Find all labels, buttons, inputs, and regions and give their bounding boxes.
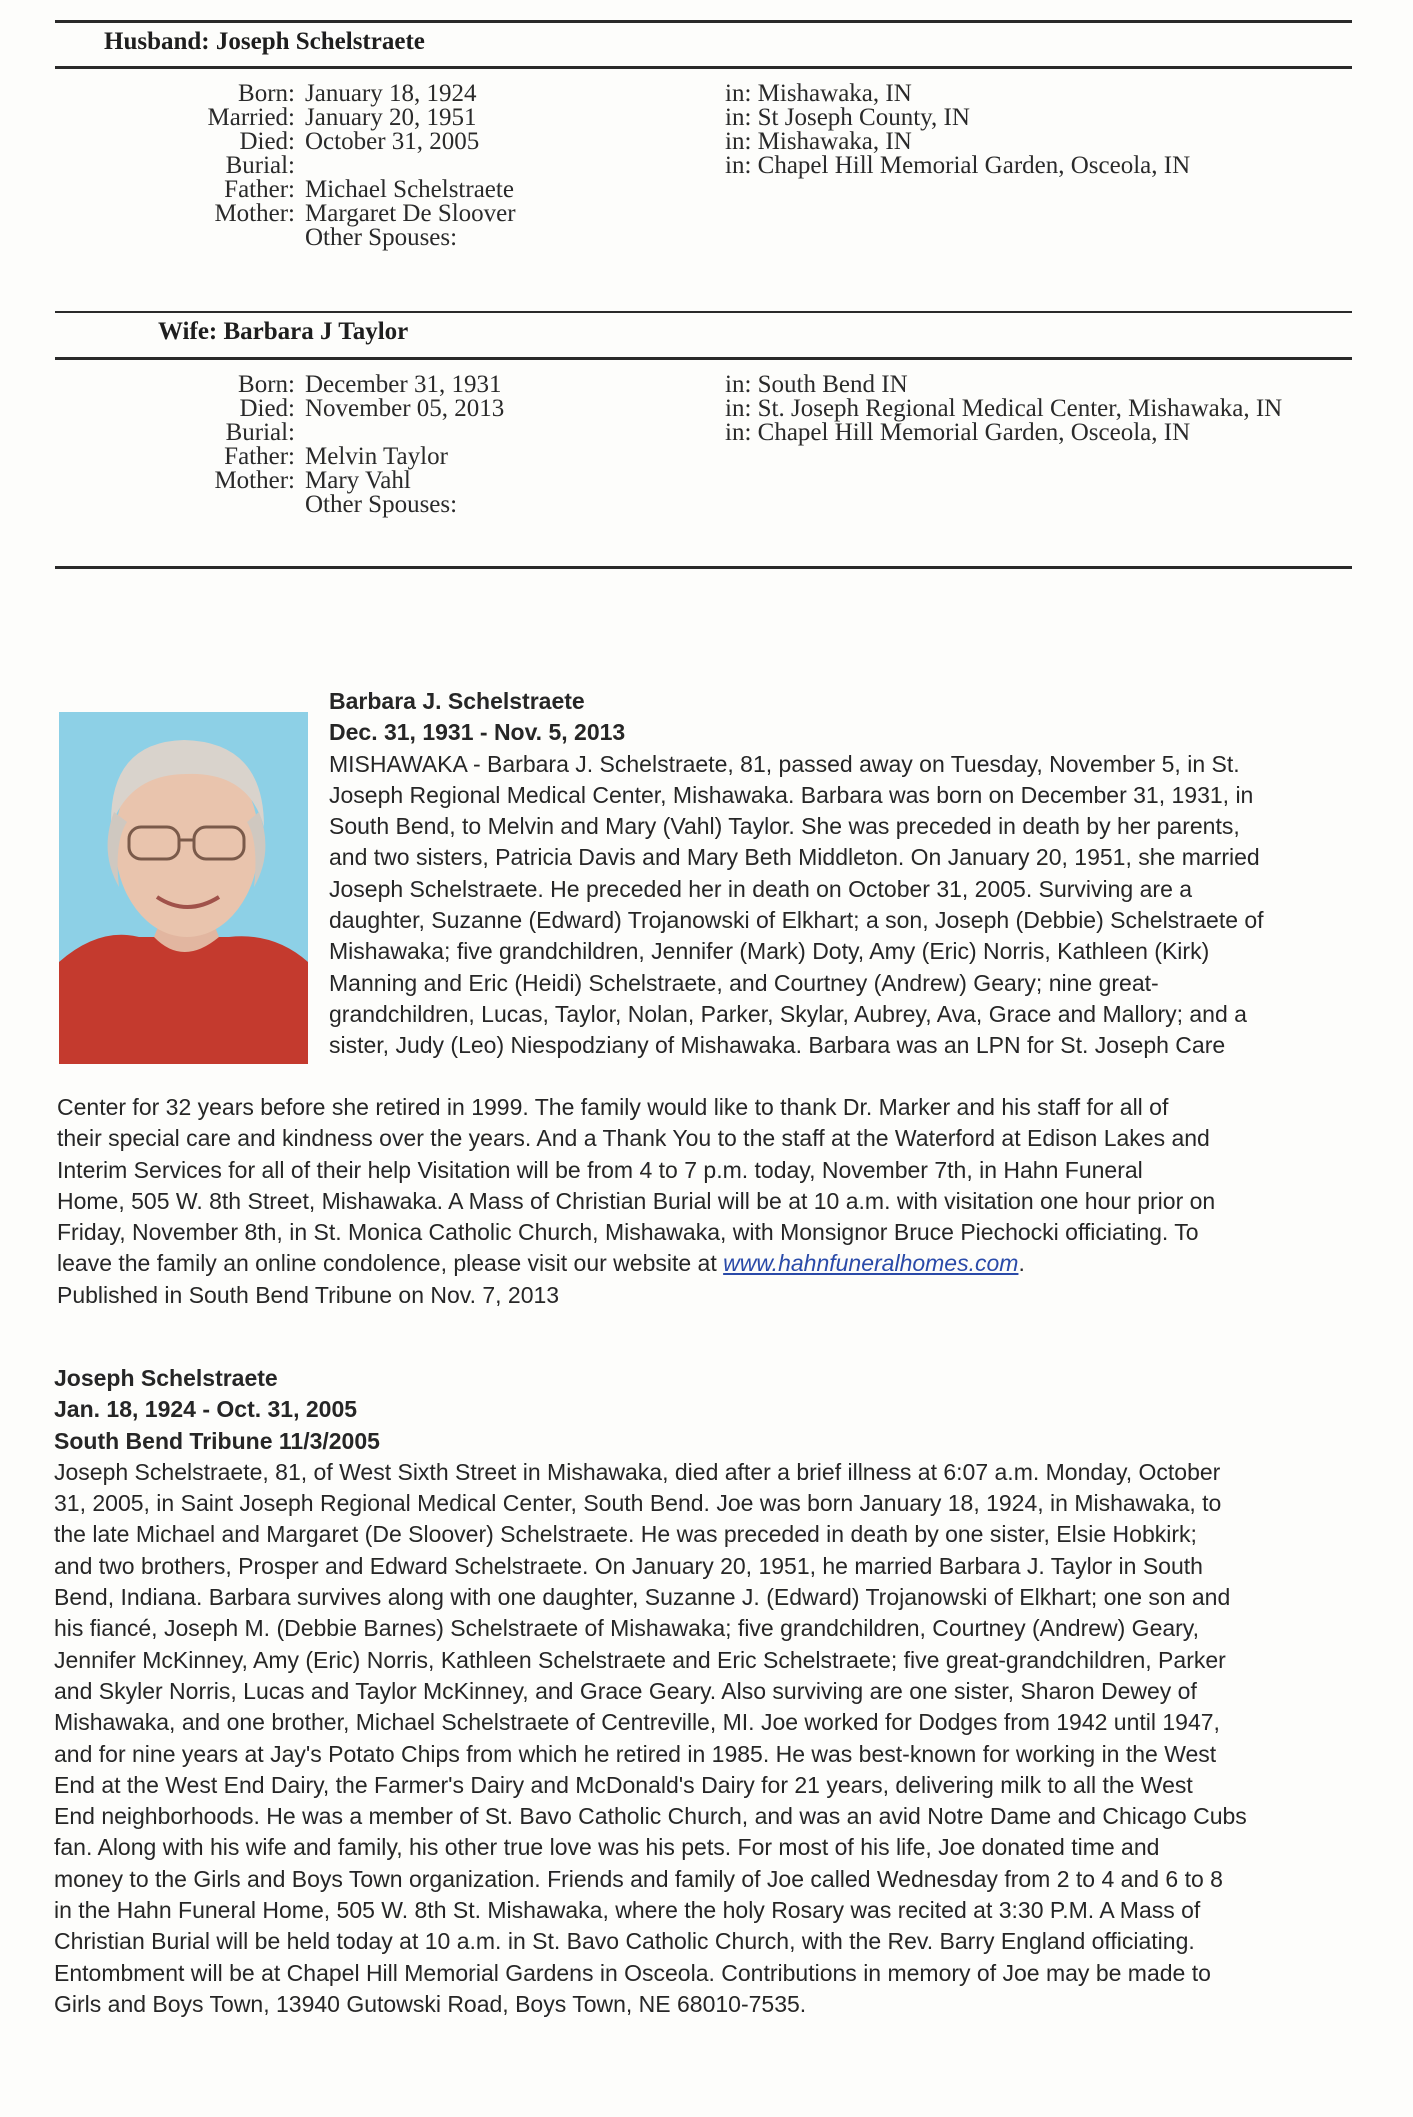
fact-label: Married: <box>207 104 295 131</box>
obit-line: Center for 32 years before she retired in 1999. The family would like to thank Dr. Marker and his staff for all of <box>57 1094 1169 1120</box>
funeral-home-link[interactable]: www.hahnfuneralhomes.com <box>723 1250 1019 1277</box>
obituary-barbara-continued <box>57 1092 1367 1311</box>
fact-label: Died: <box>239 395 295 422</box>
obit-line: Mishawaka, and one brother, Michael Schelstraete of Centreville, MI. Joe worked for Dodges from 1942 until 1947, <box>54 1709 1220 1736</box>
fact-row <box>75 224 1355 254</box>
fact-label: Burial: <box>225 419 295 446</box>
obit-line: Joseph Regional Medical Center, Mishawaka. Barbara was born on December 31, 1931, in <box>329 781 1254 808</box>
link-prefix: leave the family an online condolence, please visit our website at <box>57 1250 724 1277</box>
obit-line: the late Michael and Margaret (De Sloover) Schelstraete. He was preceded in death by one sister, Elsie Hobkirk; <box>54 1521 1197 1548</box>
obit-line: Joseph Schelstraete. He preceded her in death on October 31, 2005. Surviving are a <box>329 875 1193 902</box>
fact-location: in: Chapel Hill Memorial Garden, Osceola, IN <box>725 152 1191 179</box>
obit-line: fan. Along with his wife and family, his other true love was his pets. For most of his life, Joe donated time and <box>54 1834 1160 1861</box>
obit-line: Jennifer McKinney, Amy (Eric) Norris, Kathleen Schelstraete and Eric Schelstraete; five great-grandchildren, Parker <box>54 1646 1226 1673</box>
obit-line: money to the Girls and Boys Town organization. Friends and family of Joe called Wednesday from 2 to 4 and 6 to 8 <box>54 1865 1223 1892</box>
fact-location: in: South Bend IN <box>725 371 908 398</box>
obit-body-beside-photo <box>329 749 1359 1062</box>
obit-line: End at the West End Dairy, the Farmer's Dairy and McDonald's Dairy for 21 years, delivering milk to all the West <box>54 1771 1193 1798</box>
obit-line: grandchildren, Lucas, Taylor, Nolan, Parker, Skylar, Aubrey, Ava, Grace and Mallory; and a <box>329 1000 1247 1027</box>
obit-link-line <box>57 1248 1367 1279</box>
obit-line: Manning and Eric (Heidi) Schelstraete, and Courtney (Andrew) Geary; nine great- <box>329 969 1159 996</box>
fact-location: in: Mishawaka, IN <box>725 128 912 155</box>
fact-location: in: Chapel Hill Memorial Garden, Osceola, IN <box>725 419 1191 446</box>
obit-dates: Jan. 18, 1924 - Oct. 31, 2005 <box>54 1396 358 1423</box>
obit-line: Interim Services for all of their help Visitation will be from 4 to 7 p.m. today, November 7th, in Hahn Funeral <box>57 1156 1143 1183</box>
wife-heading: Wife: Barbara J Taylor <box>158 318 409 345</box>
fact-label: Mother: <box>214 200 295 227</box>
fact-location: in: Mishawaka, IN <box>725 80 912 107</box>
fact-location: in: St Joseph County, IN <box>725 104 970 131</box>
obit-line: End neighborhoods. He was a member of St. Bavo Catholic Church, and was an avid Notre Dame and Chicago Cubs <box>54 1803 1247 1830</box>
top-rule <box>55 20 1352 23</box>
fact-label: Mother: <box>214 467 295 494</box>
obit-line: in the Hahn Funeral Home, 505 W. 8th St. Mishawaka, where the holy Rosary was recited at 3:30 P.M. A Mass of <box>54 1897 1201 1924</box>
obit-line: and Skyler Norris, Lucas and Taylor McKinney, and Grace Geary. Also surviving are one sister, Sharon Dewey of <box>54 1677 1197 1704</box>
obit-line: Entombment will be at Chapel Hill Memorial Gardens in Osceola. Contributions in memory of Joe may be made to <box>54 1959 1211 1986</box>
obit-line: Mishawaka; five grandchildren, Jennifer (Mark) Doty, Amy (Eric) Norris, Kathleen (Kirk) <box>329 938 1210 965</box>
fact-value: Margaret De Sloover <box>305 200 516 227</box>
fact-label: Born: <box>238 80 295 107</box>
fact-value: January 20, 1951 <box>305 104 477 131</box>
obit-line: and for nine years at Jay's Potato Chips from which he retired in 1985. He was best-known for working in the West <box>54 1740 1217 1767</box>
obit-line: Joseph Schelstraete, 81, of West Sixth Street in Mishawaka, died after a brief illness at 6:07 a.m. Monday, October <box>54 1458 1221 1485</box>
obit-line: South Bend, to Melvin and Mary (Vahl) Taylor. She was preceded in death by her parents, <box>329 813 1240 840</box>
fact-label: Father: <box>224 443 295 470</box>
fact-value: November 05, 2013 <box>305 395 505 422</box>
obit-name: Joseph Schelstraete <box>54 1365 278 1391</box>
obit-source: South Bend Tribune 11/3/2005 <box>54 1427 380 1454</box>
portrait-photo <box>59 712 308 1064</box>
fact-label: Father: <box>224 176 295 203</box>
fact-label: Born: <box>238 371 295 398</box>
fact-value: October 31, 2005 <box>305 128 480 155</box>
obit-line: Christian Burial will be held today at 10 a.m. in St. Bavo Catholic Church, with the Rev. Barry England officiating. <box>54 1928 1195 1955</box>
obit-body <box>57 1092 1367 1248</box>
fact-row <box>75 491 1355 521</box>
fact-label: Died: <box>239 128 295 155</box>
fact-value: December 31, 1931 <box>305 371 502 398</box>
obit-line: Bend, Indiana. Barbara survives along with one daughter, Suzanne J. (Edward) Trojanowski of Elkhart; one son and <box>54 1584 1231 1611</box>
obit-line: daughter, Suzanne (Edward) Trojanowski of Elkhart; a son, Joseph (Debbie) Schelstraete of <box>329 907 1264 934</box>
obit-name: Barbara J. Schelstraete <box>329 688 585 714</box>
obituary-joseph <box>54 1363 1384 2020</box>
husband-heading: Husband: Joseph Schelstraete <box>104 28 425 55</box>
fact-value: Mary Vahl <box>305 467 411 494</box>
obit-published: Published in South Bend Tribune on Nov. 7, 2013 <box>57 1281 560 1308</box>
obit-line: their special care and kindness over the years. And a Thank You to the staff at the Waterford at Edison Lakes and <box>57 1125 1210 1152</box>
fact-value: Other Spouses: <box>305 224 458 251</box>
fact-location: in: St. Joseph Regional Medical Center, Mishawaka, IN <box>725 395 1283 422</box>
wife-rule <box>55 357 1352 360</box>
obit-line: and two brothers, Prosper and Edward Schelstraete. On January 20, 1951, he married Barbara J. Taylor in South <box>54 1552 1203 1579</box>
obit-line: and two sisters, Patricia Davis and Mary Beth Middleton. On January 20, 1951, she married <box>329 844 1260 871</box>
obit-line: Friday, November 8th, in St. Monica Catholic Church, Mishawaka, with Monsignor Bruce Piechocki officiating. To <box>57 1219 1199 1246</box>
fact-value: Other Spouses: <box>305 491 458 518</box>
fact-label: Burial: <box>225 152 295 179</box>
portrait-image <box>59 712 308 1064</box>
obit-dates: Dec. 31, 1931 - Nov. 5, 2013 <box>329 719 626 746</box>
fact-value: Melvin Taylor <box>305 443 448 470</box>
wife-top-rule <box>55 311 1352 313</box>
obituary-barbara <box>329 686 1359 1062</box>
bottom-rule <box>55 566 1352 569</box>
fact-value: Michael Schelstraete <box>305 176 514 203</box>
obit-line: sister, Judy (Leo) Niespodziany of Mishawaka. Barbara was an LPN for St. Joseph Care <box>329 1032 1226 1059</box>
obit-line: his fiancé, Joseph M. (Debbie Barnes) Schelstraete of Mishawaka; five grandchildren, Courtney (Andrew) Geary, <box>54 1615 1199 1642</box>
link-suffix: . <box>1018 1250 1025 1277</box>
obit-line: MISHAWAKA - Barbara J. Schelstraete, 81, passed away on Tuesday, November 5, in St. <box>329 750 1240 777</box>
husband-rule <box>55 66 1352 69</box>
obit-body <box>54 1457 1384 2020</box>
obit-line: Home, 505 W. 8th Street, Mishawaka. A Mass of Christian Burial will be at 10 a.m. with visitation one hour prior on <box>57 1187 1216 1214</box>
fact-value: January 18, 1924 <box>305 80 477 107</box>
obit-line: Girls and Boys Town, 13940 Gutowski Road, Boys Town, NE 68010-7535. <box>54 1990 807 2017</box>
obit-line: 31, 2005, in Saint Joseph Regional Medical Center, South Bend. Joe was born January 18, 1924, in Mishawaka, to <box>54 1490 1222 1517</box>
